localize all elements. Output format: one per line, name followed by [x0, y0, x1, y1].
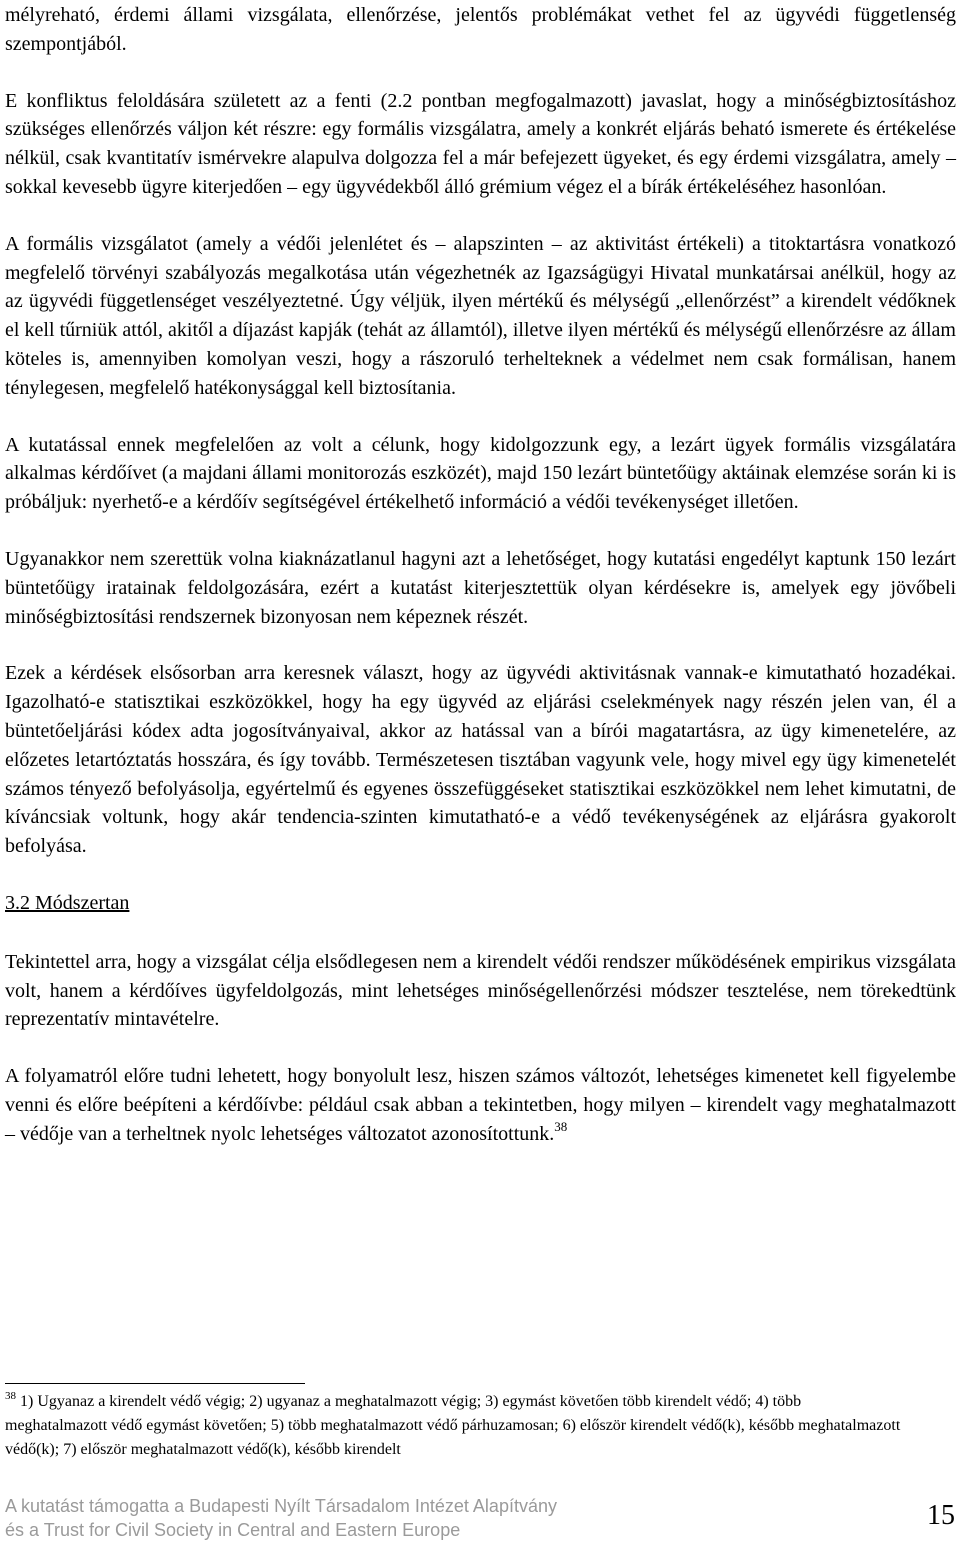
- paragraph-with-footnote: [5, 1062, 956, 1148]
- page-number: 15: [927, 1500, 955, 1531]
- document-page: [5, 0, 956, 1149]
- paragraph: Ugyanakkor nem szerettük volna kiaknázatlanul hagyni azt a lehetőséget, hogy kutatási engedélyt kaptunk 150 lezárt büntetőügy iratainak feldolgozására, ezért a kutatást kiterjesztettük olyan kérdésekre is, amelyek egy jövőbeli minőségbiztosítási rendszernek bizonyosan nem képeznek részét.: [5, 547, 956, 628]
- section-heading: 3.2 Módszertan: [5, 891, 130, 914]
- paragraph: Ezek a kérdések elsősorban arra keresnek választ, hogy az ügyvédi aktivitásnak vannak-e kimutatható hozadékai. Igazolható-e statisztikai eszközökkel, hogy ha egy ügyvéd az eljárási cselekmények nagy részén jelen van, él a büntetőeljárási kódex adta jogosítványaival, akkor az hatással van a bírói magatartásra, az ügy kimenetelére, az előzetes letartóztatás hosszára, és így tovább. Természetesen tisztában vagyunk vele, hogy mivel egy ügy kimenetelét számos tényező befolyásolja, egyértelmű és egyenes összefüggéseket statisztikai eszközökkel nem lehet kimutatni, de kíváncsiak voltunk, hogy akár tendencia-szinten kimutatható-e a védő tevékenységének az eljárásra gyakorolt befolyása.: [5, 662, 956, 858]
- footnote-divider: [5, 1383, 305, 1384]
- paragraph: Tekintettel arra, hogy a vizsgálat célja elsődlegesen nem a kirendelt védői rendszer működésének empirikus vizsgálata volt, hanem a kérdőíves ügyfeldolgozás, mint lehetséges minőségellenőrzési módszer tesztelése, nem törekedtünk reprezentatív mintavételre.: [5, 950, 956, 1031]
- funding-note: [5, 1494, 557, 1542]
- paragraph: mélyreható, érdemi állami vizsgálata, ellenőrzése, jelentős problémákat vethet fel az ügyvédi függetlenség szempontjából.: [5, 4, 956, 55]
- paragraph: E konfliktus feloldására született az a fenti (2.2 pontban megfogalmazott) javaslat, hogy a minőségbiztosításhoz szükséges ellenőrzés váljon két részre: egy formális vizsgálatra, amely a konkrét eljárás beható ismerete és értékelése nélkül, csak kvantitatív ismérvekre alapulva dolgozza fel a már befejezett ügyeket, és egy érdemi vizsgálatra, amely – sokkal kevesebb ügyre kiterjedően – egy ügyvédekből álló grémium végez el a bírák értékeléséhez hasonlóan.: [5, 89, 956, 198]
- footnote: [5, 1390, 905, 1462]
- paragraph: A kutatással ennek megfelelően az volt a célunk, hogy kidolgozzunk egy, a lezárt ügyek formális vizsgálatára alkalmas kérdőívet (a majdani állami monitorozás eszközét), majd 150 lezárt büntetőügy aktáinak elemzése során ki is próbáljuk: nyerhető-e a kérdőív segítségével értékelhető információ a védői tevékenységet illetően.: [5, 433, 956, 514]
- funding-note-line: és a Trust for Civil Society in Central and Eastern Europe: [5, 1520, 461, 1540]
- footnote-number: 38: [5, 1390, 16, 1402]
- footnote-reference[interactable]: 38: [554, 1118, 568, 1134]
- paragraph-text: A folyamatról előre tudni lehetett, hogy bonyolult lesz, hiszen számos változót, lehetséges kimenetet kell figyelembe venni és előre beépíteni a kérdőívbe: például csak abban a tekintetben, hogy milyen – kirendelt vagy meghatalmazott – védője van a terheltnek nyolc lehetséges változatot azonosítottunk.: [5, 1065, 956, 1145]
- footnote-text: 1) Ugyanaz a kirendelt védő végig; 2) ugyanaz a meghatalmazott végig; 3) egymást követően több kirendelt védő; 4) több meghatalmazott védő egymást követően; 5) több meghatalmazott védő párhuzamosan; 6) először kirendelt védő(k), később meghatalmazott védő(k); 7) először meghatalmazott védő(k), később kirendelt: [5, 1393, 901, 1458]
- paragraph: A formális vizsgálatot (amely a védői jelenlétet és – alapszinten – az aktivitást értékeli) a titoktartásra vonatkozó megfelelő törvényi szabályozás megalkotása után végezhetnék az Igazságügyi Hivatal munkatársai anélkül, hogy az az ügyvédi függetlenséget veszélyeztetné. Úgy véljük, ilyen mértékű és mélységű „ellenőrzést” a kirendelt védőknek el kell tűrniük attól, akitől a díjazást kapják (tehát az államtól), illetve ilyen mértékű és mélységű ellenőrzésre az állam köteles is, amennyiben komolyan veszi, hogy a rászoruló terhelteknek a védelmet nem csak formálisan, hanem ténylegesen, megfelelő hatékonysággal kell biztosítania.: [5, 232, 956, 399]
- funding-note-line: A kutatást támogatta a Budapesti Nyílt Társadalom Intézet Alapítvány: [5, 1496, 557, 1516]
